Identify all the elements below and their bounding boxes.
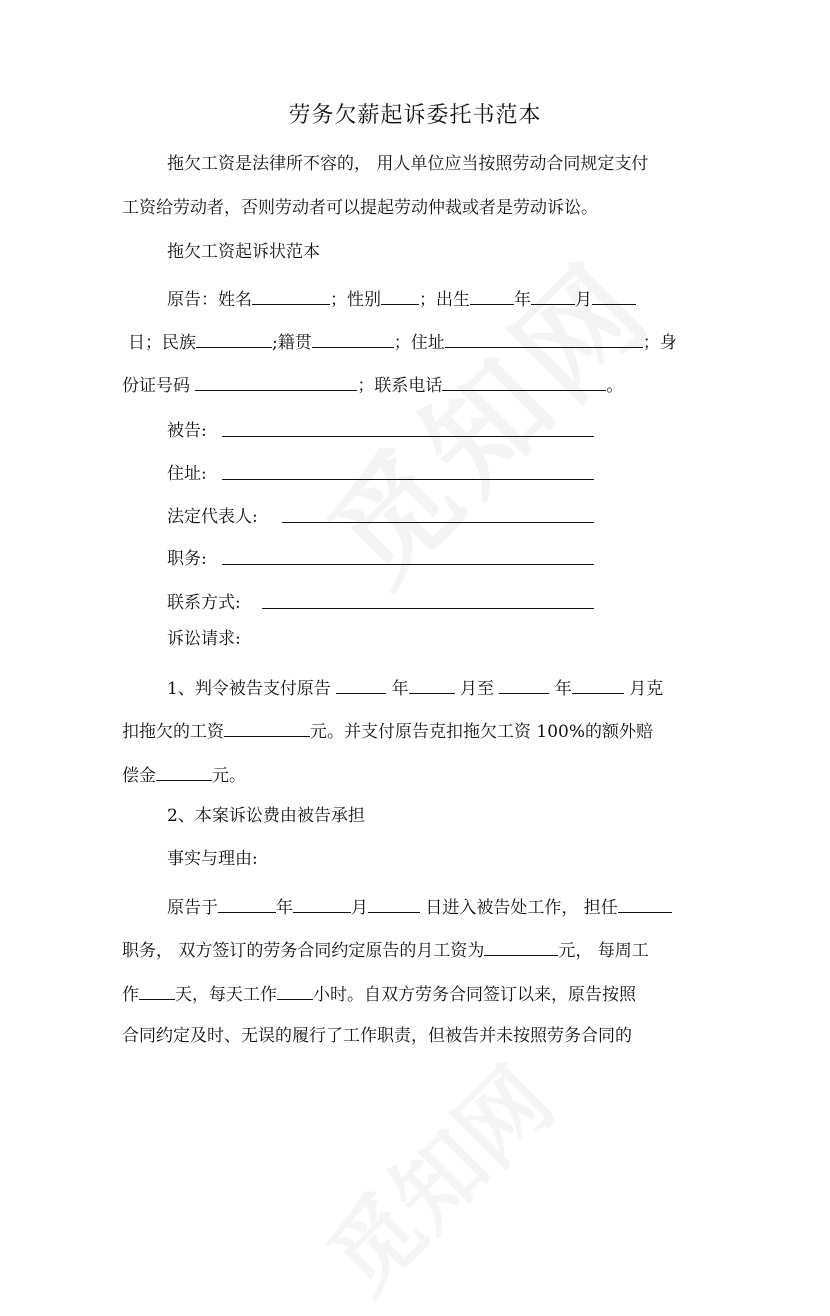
claim-1-wage-blank[interactable] [224,718,310,737]
plaintiff-ethnicity-blank[interactable] [196,329,272,348]
facts-start-year-blank[interactable] [218,894,276,913]
claim-1-text-i: 元。 [212,766,246,786]
claim-1-to-month-blank[interactable] [572,675,624,694]
claim-1-compensation-blank[interactable] [156,762,212,781]
plaintiff-phone-label: ；联系电话 [357,376,443,396]
plaintiff-line-3 [122,372,623,398]
facts-line-1 [167,894,672,920]
claim-1-text-h: 偿金 [122,766,156,786]
claim-1-line-3 [122,762,246,788]
claim-1-to-year-blank[interactable] [499,675,549,694]
month-label: 月 [575,290,592,310]
plaintiff-name-label: 原告：姓名 [167,290,252,310]
facts-line-3 [122,981,636,1007]
facts-start-month-blank[interactable] [293,894,351,913]
facts-text-h: 天，每天工作 [175,985,277,1005]
subtitle: 拖欠工资起诉状范本 [167,242,320,262]
claim-1-text-b: 年 [386,679,409,699]
claim-1-from-year-blank[interactable] [336,675,386,694]
plaintiff-birth-day-blank[interactable] [592,286,636,305]
plaintiff-gender-blank[interactable] [381,286,419,305]
watermark [286,217,683,614]
year-label: 年 [514,290,531,310]
plaintiff-address-label: ；住址 [393,333,445,353]
plaintiff-phone-blank[interactable] [442,372,606,391]
defendant-name-label: 被告: [167,421,207,441]
facts-text-i: 小时。自双方劳务合同签订以来，原告按照 [313,985,636,1005]
plaintiff-name-blank[interactable] [252,286,330,305]
claim-1-text-d: 年 [549,679,572,699]
defendant-position-blank[interactable] [222,564,594,565]
plaintiff-line-2-end: ；身 [642,333,677,353]
facts-salary-blank[interactable] [484,937,558,956]
facts-line-4: 合同约定及时、无误的履行了工作职责，但被告并未按照劳务合同的 [122,1026,632,1046]
facts-start-day-blank[interactable] [368,894,420,913]
plaintiff-id-label: 份证号码 [122,376,196,396]
claims-title: 诉讼请求: [167,629,241,649]
facts-days-blank[interactable] [139,981,175,1000]
facts-text-c: 月 [351,898,368,918]
plaintiff-line-3-end: 。 [606,376,624,396]
defendant-rep-label: 法定代表人: [167,507,258,527]
facts-text-e: 职务， 双方签订的劳务合同约定原告的月工资为 [122,941,485,961]
facts-text-d: 日进入被告处工作， 担任 [420,898,618,918]
facts-text-b: 年 [276,898,293,918]
claim-1-from-month-blank[interactable] [409,675,455,694]
plaintiff-line-1 [167,286,636,312]
facts-line-2 [122,937,649,963]
defendant-contact-label: 联系方式: [167,593,241,613]
watermark-bottom [294,1034,577,1316]
claim-1-line-1 [167,675,663,701]
claim-1-line-2 [122,718,653,744]
facts-title: 事实与理由: [167,849,258,869]
defendant-address-label: 住址: [167,464,207,484]
defendant-position-label: 职务: [167,549,207,569]
intro-line-2: 工资给劳动者，否则劳动者可以提起劳动仲裁或者是劳动诉讼。 [122,198,598,218]
plaintiff-birth-year-blank[interactable] [470,286,514,305]
claim-1-text-a: 1、判令被告支付原告 [167,679,337,699]
facts-text-a: 原告于 [167,898,218,918]
defendant-address-blank[interactable] [222,479,594,480]
plaintiff-address-blank[interactable] [445,329,643,348]
claim-1-text-c: 月至 [454,679,500,699]
plaintiff-birth-month-blank[interactable] [531,286,575,305]
defendant-contact-blank[interactable] [262,608,594,609]
plaintiff-origin-label: ;籍贯 [272,333,312,353]
facts-position-blank[interactable] [618,894,672,913]
defendant-rep-blank[interactable] [282,522,594,523]
claim-2: 2、本案诉讼费由被告承担 [167,806,365,826]
claim-1-text-f: 扣拖欠的工资 [122,722,224,742]
facts-text-f: 元， 每周工 [558,941,649,961]
plaintiff-id-blank[interactable] [195,372,357,391]
plaintiff-line-2 [128,329,677,355]
defendant-name-blank[interactable] [222,436,594,437]
plaintiff-gender-label: ；性别 [330,290,381,310]
facts-hours-blank[interactable] [277,981,313,1000]
intro-line-1: 拖欠工资是法律所不容的， 用人单位应当按照劳动合同规定支付 [167,154,649,174]
plaintiff-ethnicity-label: 日；民族 [128,333,196,353]
claim-1-text-e: 月克 [623,679,664,699]
document-title: 劳务欠薪起诉委托书范本 [288,103,542,128]
plaintiff-birth-label: ；出生 [419,290,470,310]
facts-text-g: 作 [122,985,139,1005]
plaintiff-origin-blank[interactable] [312,329,394,348]
claim-1-text-g: 元。并支付原告克扣拖欠工资 100%的额外赔 [310,722,654,742]
